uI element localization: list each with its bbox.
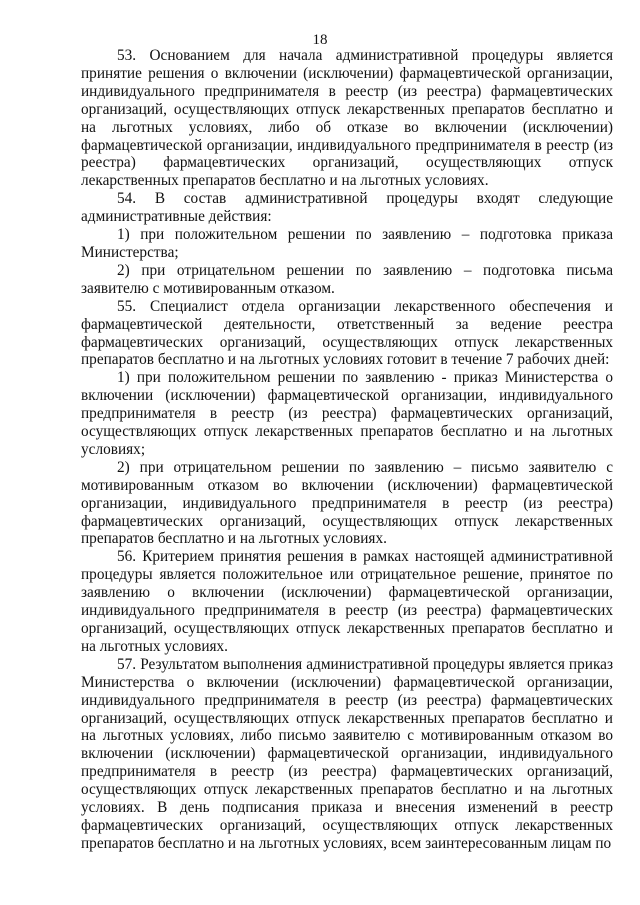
- paragraph-54: 54. В состав административной процедуры входят следующие административные действия:: [81, 190, 613, 226]
- paragraph-55: 55. Специалист отдела организации лекарственного обеспечения и фармацевтической деятельности, ответственный за ведение реестра фармацевтических организаций, осуществляющих отпуск лекарственных препаратов бесплатно и на льготных условиях готовит в течение 7 рабочих дней:: [81, 297, 613, 369]
- paragraph-55-item-2: 2) при отрицательном решении по заявлению – письмо заявителю с мотивированным отказом во включении (исключении) фармацевтической организации, индивидуального предпринимателя в реестр (из реестра) фармацевтических организаций, осуществляющих отпуск лекарственных препаратов бесплатно и на льготных условиях.: [81, 458, 613, 548]
- paragraph-57: 57. Результатом выполнения административной процедуры является приказ Министерства о включении (исключении) фармацевтической организации, индивидуального предпринимателя в реестр (из реестра) фармацевтических организаций, осуществляющих отпуск лекарственных препаратов бесплатно и на льготных условиях, либо письмо заявителю с мотивированным отказом во включении (исключении) фармацевтической организации, индивидуального предпринимателя в реестр (из реестра) фармацевтических организаций, осуществляющих отпуск лекарственных препаратов бесплатно и на льготных условиях. В день подписания приказа и внесения изменений в реестр фармацевтических организаций, осуществляющих отпуск лекарственных препаратов бесплатно и на льготных условиях, всем заинтересованным лицам по: [81, 655, 613, 852]
- paragraph-54-item-1: 1) при положительном решении по заявлению – подготовка приказа Министерства;: [81, 226, 613, 261]
- paragraph-54-item-2: 2) при отрицательном решении по заявлению – подготовка письма заявителю с мотивированным отказом.: [81, 261, 613, 297]
- paragraph-56: 56. Критерием принятия решения в рамках настоящей административной процедуры является положительное или отрицательное решение, принятое по заявлению о включении (исключении) фармацевтической организации, индивидуального предпринимателя в реестр (из реестра) фармацевтических организаций, осуществляющих отпуск лекарственных препаратов бесплатно и на льготных условиях.: [81, 548, 613, 655]
- page-number: 18: [312, 32, 328, 48]
- paragraph-53: 53. Основанием для начала административной процедуры является принятие решения о включении (исключении) фармацевтической организации, индивидуального предпринимателя в реестр (из реестра) фармацевтических организаций, осуществляющих отпуск лекарственных препаратов бесплатно и на льготных условиях, либо об отказе во включении (исключении) фармацевтической организации, индивидуального предпринимателя в реестр (из реестра) фармацевтических организаций, осуществляющих отпуск лекарственных препаратов бесплатно и на льготных условиях.: [81, 47, 613, 190]
- document-body: [81, 47, 613, 853]
- paragraph-55-item-1: 1) при положительном решении по заявлению - приказ Министерства о включении (исключении) фармацевтической организации, индивидуального предпринимателя в реестр (из реестра) фармацевтических организаций, осуществляющих отпуск лекарственных препаратов бесплатно и на льготных условиях;: [81, 369, 613, 458]
